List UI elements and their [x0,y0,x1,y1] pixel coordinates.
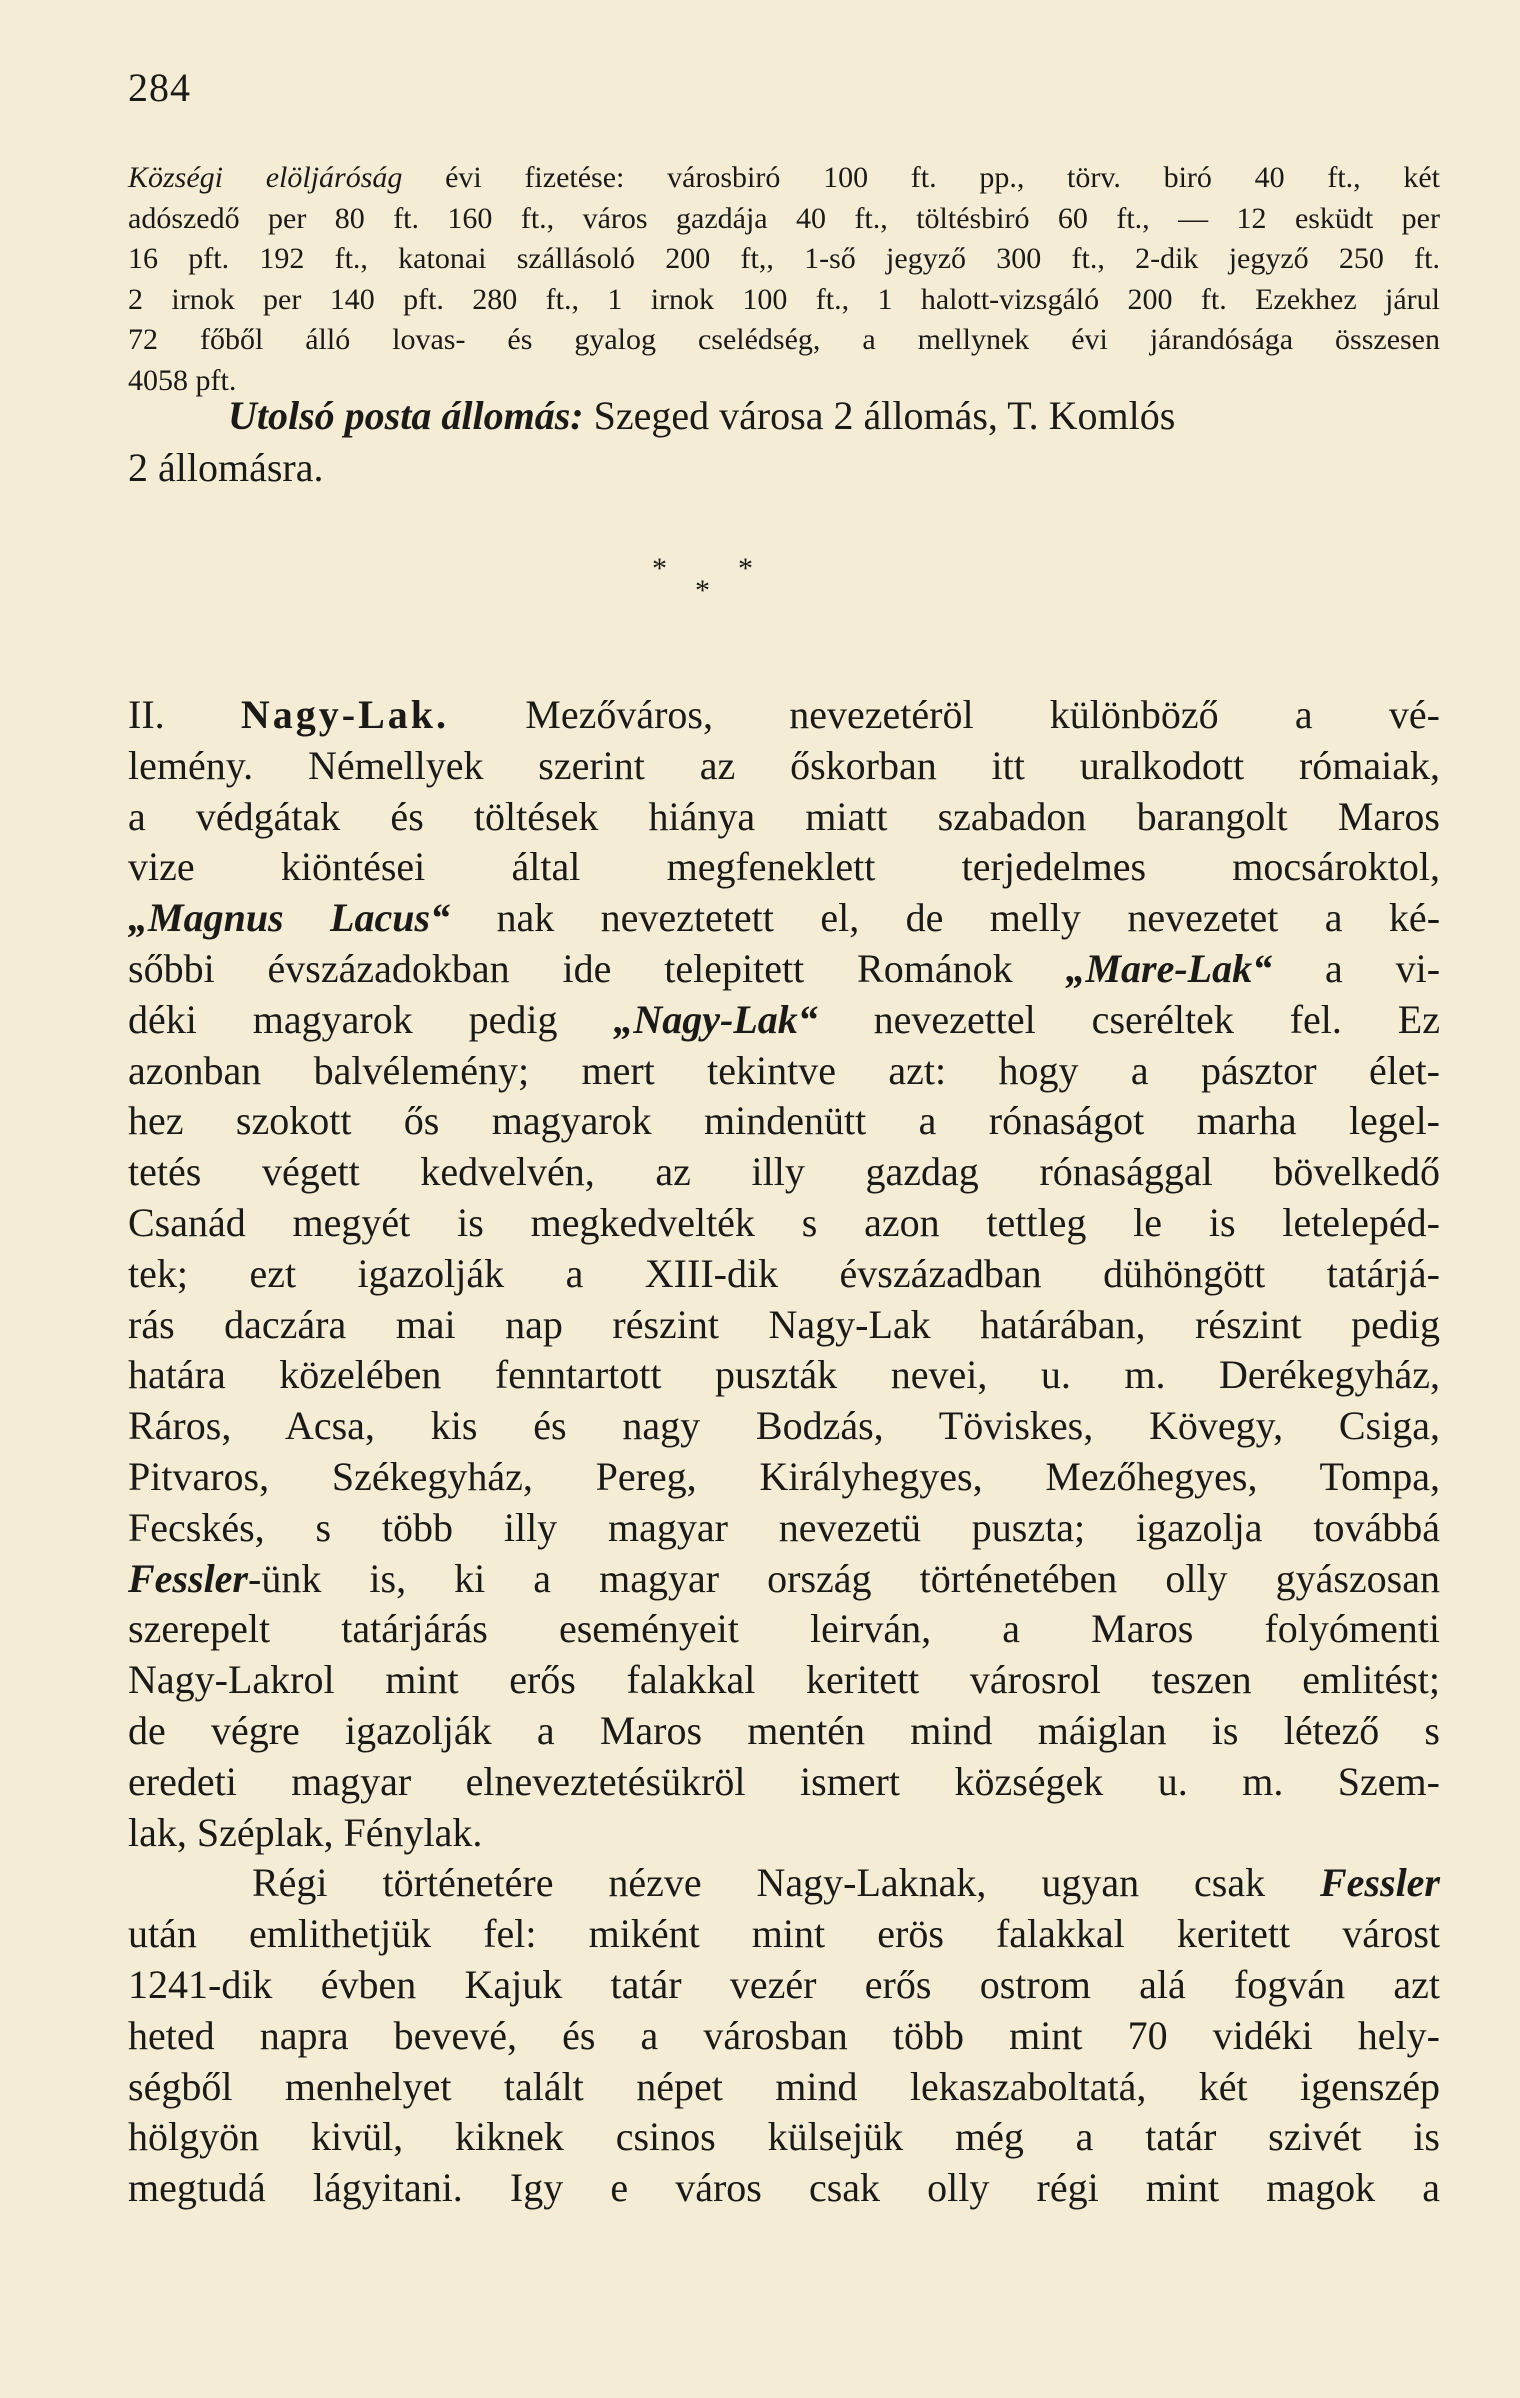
fees-line-3: 16 pft. 192 ft., katonai szállásoló 200 ft,, 1-ső jegyző 300 ft., 2-dik jegyző 250 ft. [128,242,1440,275]
body-line [128,1401,1440,1452]
body-line [128,944,1440,995]
text-run: nak neveztetett el, de melly nevezetet a ké- [450,895,1441,941]
text-run: Nagy-Lakrol mint erős falakkal keritett városrol teszen emlitést; [128,1657,1440,1703]
fees-paragraph [128,158,1440,401]
fees-line-1: Községi elöljáróság évi fizetése: városbiró 100 ft. pp., törv. biró 40 ft., két [128,161,1441,194]
star-glyph: * [652,552,667,585]
section-title: Nagy-Lak. [240,692,450,737]
body-line [128,1604,1440,1655]
text-run: hez szokott ős magyarok mindenütt a rónaságot marha legel- [128,1098,1440,1144]
section-divider-stars [640,552,800,612]
text-run: vize kiöntései által megfeneklett terjedelmes mocsároktol, [128,844,1440,890]
text-run: déki magyarok pedig [128,996,614,1042]
body-line [128,741,1440,792]
body-line [128,842,1440,893]
body-line [128,2112,1440,2163]
fees-line-6: 4058 pft. [128,363,237,397]
body-line [128,893,1440,944]
body-line [128,1858,1440,1909]
text-run: Mezőváros, nevezetéröl különböző a vé- [449,692,1440,737]
text-run: Csanád megyét is megkedvelték s azon tettleg le is letelepéd- [128,1199,1440,1245]
text-run: a vi- [1272,945,1441,991]
text-run: után emlithetjük fel: miként mint erös falakkal keritett várost [128,1911,1440,1957]
text-run: tek; ezt igazolják a XIII-dik évszázadban dühöngött tatárjá- [128,1250,1440,1296]
body-line [128,1960,1440,2011]
fees-line-4: 2 irnok per 140 pft. 280 ft., 1 irnok 100 ft., 1 halott-vizsgáló 200 ft. Ezekhez járul [128,282,1440,316]
text-run: tetés végett kedvelvén, az illy gazdag rónasággal bövelkedő [128,1149,1440,1195]
body-line [128,1706,1440,1757]
last-post-station [128,390,1440,494]
italic-term: Fessler [1320,1860,1440,1906]
body-line [128,1249,1440,1300]
fees-line-2: adószedő per 80 ft. 160 ft., város gazdája 40 ft., töltésbiró 60 ft., — 12 esküdt per [128,201,1440,235]
italic-term: „Mare-Lak“ [1065,945,1273,991]
body-line [128,1300,1440,1351]
body-line [128,1655,1440,1706]
body-line [128,1096,1440,1147]
fees-heading: Községi elöljáróság [128,161,403,194]
body-line [128,792,1440,843]
text-run: -ünk is, ki a magyar ország történetében olly gyászosan [248,1555,1440,1601]
text-run: 1241-dik évben Kajuk tatár vezér erős ostrom alá fogván azt [128,1961,1440,2007]
text-run: Ráros, Acsa, kis és nagy Bodzás, Töviskes, Kövegy, Csiga, [128,1403,1440,1449]
body-line [128,1554,1440,1605]
text-run: határa közelében fenntartott puszták nevei, u. m. Derékegyház, [128,1352,1440,1398]
text-run: nevezettel cseréltek fel. Ez [817,996,1440,1042]
text-run: II. [128,692,241,737]
fees-line-5: 72 főből álló lovas- és gyalog cselédség, a mellynek évi járandósága összesen [128,323,1440,356]
body-line [128,1198,1440,1249]
body-line [128,690,1440,741]
nagy-lak-section [128,690,1440,2214]
star-glyph: * [695,574,710,607]
text-run: Pitvaros, Székegyház, Pereg, Királyhegyes, Mezőhegyes, Tompa, [128,1453,1440,1499]
text-run: a védgátak és töltések hiánya miatt szabadon barangolt Maros [128,793,1440,839]
body-line [128,1147,1440,1198]
body-line [128,2163,1440,2214]
body-line [128,1757,1440,1808]
last-station-line-2: 2 állomásra. [128,445,324,490]
body-line [128,1808,1440,1859]
text-run: eredeti magyar elneveztetésükröl ismert községek u. m. Szem- [128,1758,1440,1804]
text-run: azonban balvélemény; mert tekintve azt: hogy a pásztor élet- [128,1047,1440,1093]
text-run: Régi történetére nézve Nagy-Laknak, ugyan csak [252,1860,1320,1906]
text-run: megtudá lágyitani. Igy e város csak olly régi mint magok a [128,2165,1440,2211]
text-run: rás daczára mai nap részint Nagy-Lak határában, részint pedig [128,1301,1440,1347]
text-run: sőbbi évszázadokban ide telepitett Románok [128,945,1066,991]
italic-term: Fessler [128,1555,248,1601]
body-line [128,1909,1440,1960]
text-run: heted napra bevevé, és a városban több mint 70 vidéki hely- [128,2012,1440,2058]
text-run: de végre igazolják a Maros mentén mind máiglan is létező s [128,1707,1440,1753]
star-glyph: * [738,552,753,585]
italic-term: „Magnus Lacus“ [128,895,451,941]
text-run: lak, Széplak, Fénylak. [128,1809,483,1855]
last-station-line-1: Utolsó posta állomás: Szeged városa 2 állomás, T. Komlós [228,393,1176,438]
body-line [128,1350,1440,1401]
page-number: 284 [128,65,191,110]
text-run: lemény. Némellyek szerint az őskorban itt uralkodott rómaiak, [128,742,1440,788]
body-line [128,1046,1440,1097]
body-line [128,1503,1440,1554]
text-run: hölgyön kivül, kiknek csinos külsejük még a tatár szivét is [128,2114,1440,2160]
body-line [128,1452,1440,1503]
last-station-label: Utolsó posta állomás: [228,393,584,438]
body-line [128,2062,1440,2113]
body-line [128,995,1440,1046]
text-run: szerepelt tatárjárás eseményeit leirván, a Maros folyómenti [128,1606,1440,1652]
body-line [128,2011,1440,2062]
text-run: Fecskés, s több illy magyar nevezetü puszta; igazolja továbbá [128,1504,1440,1550]
italic-term: „Nagy-Lak“ [613,996,818,1042]
text-run: ségből menhelyet talált népet mind lekaszaboltatá, két igenszép [128,2063,1440,2109]
